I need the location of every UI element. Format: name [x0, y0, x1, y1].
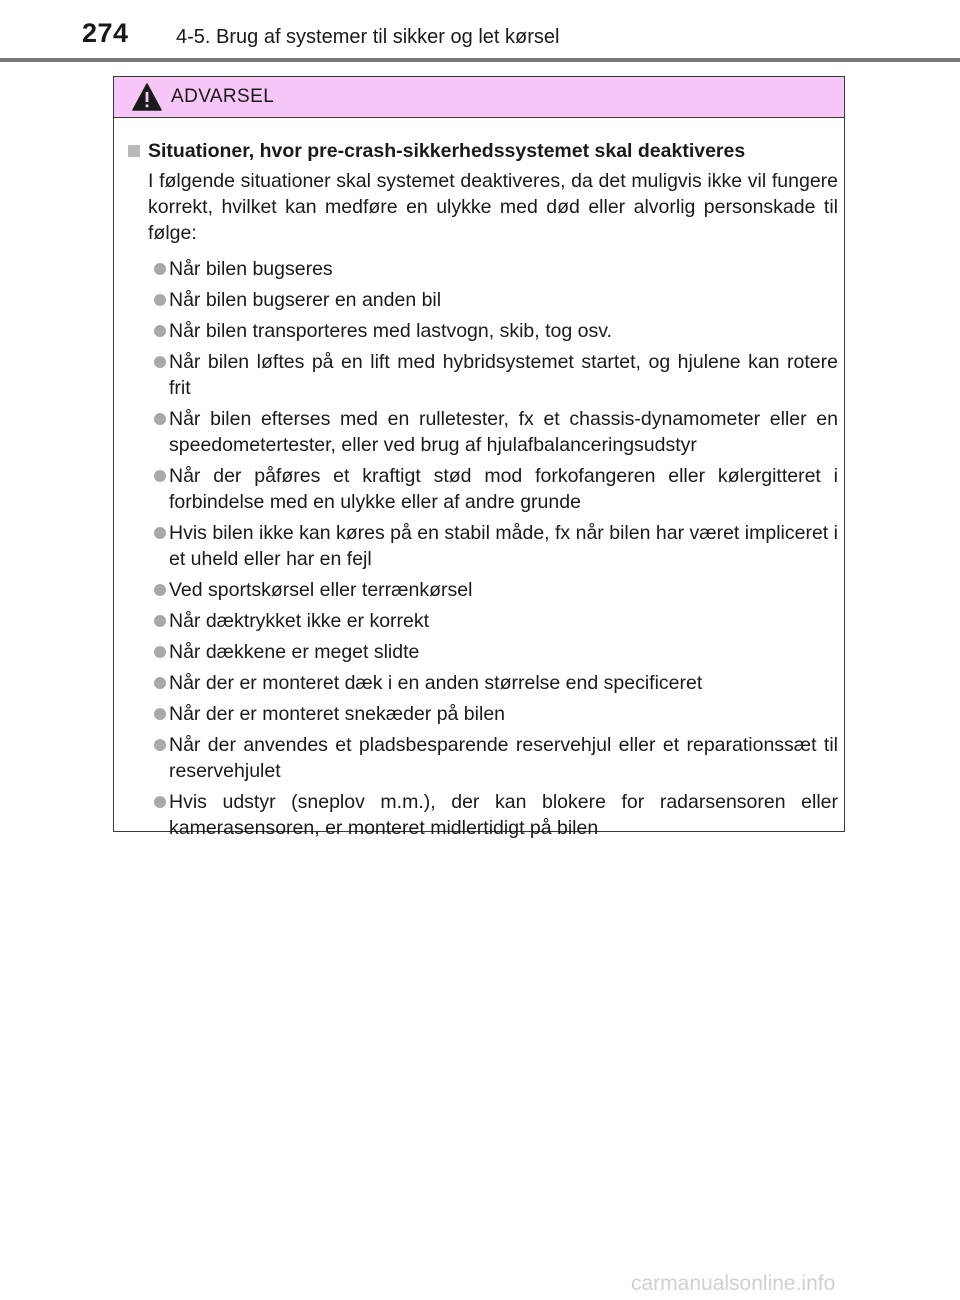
circle-bullet-icon	[154, 325, 166, 337]
circle-bullet-icon	[154, 470, 166, 482]
warning-header	[114, 77, 844, 118]
list-item	[128, 670, 838, 696]
circle-bullet-icon	[154, 646, 166, 658]
list-item	[128, 789, 838, 841]
warning-subheading	[128, 138, 838, 164]
square-bullet-icon	[128, 145, 140, 157]
list-item-text: Hvis udstyr (sneplov m.m.), der kan blokere for radarsensoren eller kamerasensoren, er monteret midlertidigt på bilen	[169, 791, 838, 839]
list-item-text: Hvis bilen ikke kan køres på en stabil måde, fx når bilen har været impliceret i et uheld eller har en fejl	[169, 522, 838, 570]
list-item	[128, 318, 838, 344]
watermark: carmanualsonline.info	[631, 1272, 836, 1295]
list-item-text: Når der påføres et kraftigt stød mod forkofangeren eller kølergitteret i forbindelse med en ulykke eller af andre grunde	[169, 465, 838, 513]
list-item-text: Når dæktrykket ikke er korrekt	[169, 610, 430, 632]
list-item-text: Når der er monteret snekæder på bilen	[169, 703, 506, 725]
circle-bullet-icon	[154, 677, 166, 689]
circle-bullet-icon	[154, 413, 166, 425]
list-item-text: Når dækkene er meget slidte	[169, 641, 420, 663]
list-item	[128, 463, 838, 515]
list-item-text: Når der er monteret dæk i en anden størrelse end specificeret	[169, 672, 703, 694]
warning-box	[113, 76, 845, 839]
header-rule	[0, 58, 960, 62]
list-item	[128, 287, 838, 313]
circle-bullet-icon	[154, 739, 166, 751]
list-item-text: Når bilen efterses med en rulletester, fx et chassis-dynamometer eller en speedometertester, eller ved brug af hjulafbalanceringsudstyr	[169, 408, 838, 456]
list-item	[128, 256, 838, 282]
list-item	[128, 577, 838, 603]
warning-list	[128, 256, 838, 841]
list-item	[128, 732, 838, 784]
list-item-text: Når bilen bugseres	[169, 258, 333, 280]
list-item-text: Når bilen bugserer en anden bil	[169, 289, 442, 311]
list-item-text: Ved sportskørsel eller terrænkørsel	[169, 579, 473, 601]
circle-bullet-icon	[154, 356, 166, 368]
section-title: 4-5. Brug af systemer til sikker og let kørsel	[176, 26, 560, 48]
page-header	[0, 0, 960, 62]
circle-bullet-icon	[154, 708, 166, 720]
list-item	[128, 701, 838, 727]
list-item	[128, 520, 838, 572]
circle-bullet-icon	[154, 263, 166, 275]
warning-title: ADVARSEL	[171, 86, 275, 107]
circle-bullet-icon	[154, 584, 166, 596]
list-item-text: Når bilen transporteres med lastvogn, skib, tog osv.	[169, 320, 612, 342]
warning-triangle-icon	[132, 83, 162, 111]
list-item-text: Når der anvendes et pladsbesparende reservehjul eller et reparationssæt til reservehjulet	[169, 734, 838, 782]
warning-body	[114, 118, 844, 841]
page-number: 274	[82, 18, 129, 48]
subheading-text: Situationer, hvor pre-crash-sikkerhedssystemet skal deaktiveres	[148, 140, 746, 162]
list-item	[128, 349, 838, 401]
circle-bullet-icon	[154, 294, 166, 306]
list-item	[128, 406, 838, 458]
circle-bullet-icon	[154, 615, 166, 627]
list-item-text: Når bilen løftes på en lift med hybridsystemet startet, og hjulene kan rotere frit	[169, 351, 838, 399]
list-item	[128, 608, 838, 634]
circle-bullet-icon	[154, 796, 166, 808]
circle-bullet-icon	[154, 527, 166, 539]
list-item	[128, 639, 838, 665]
warning-intro: I følgende situationer skal systemet deaktiveres, da det muligvis ikke vil fungere korrekt, hvilket kan medføre en ulykke med død eller alvorlig personskade til følge:	[148, 170, 838, 244]
